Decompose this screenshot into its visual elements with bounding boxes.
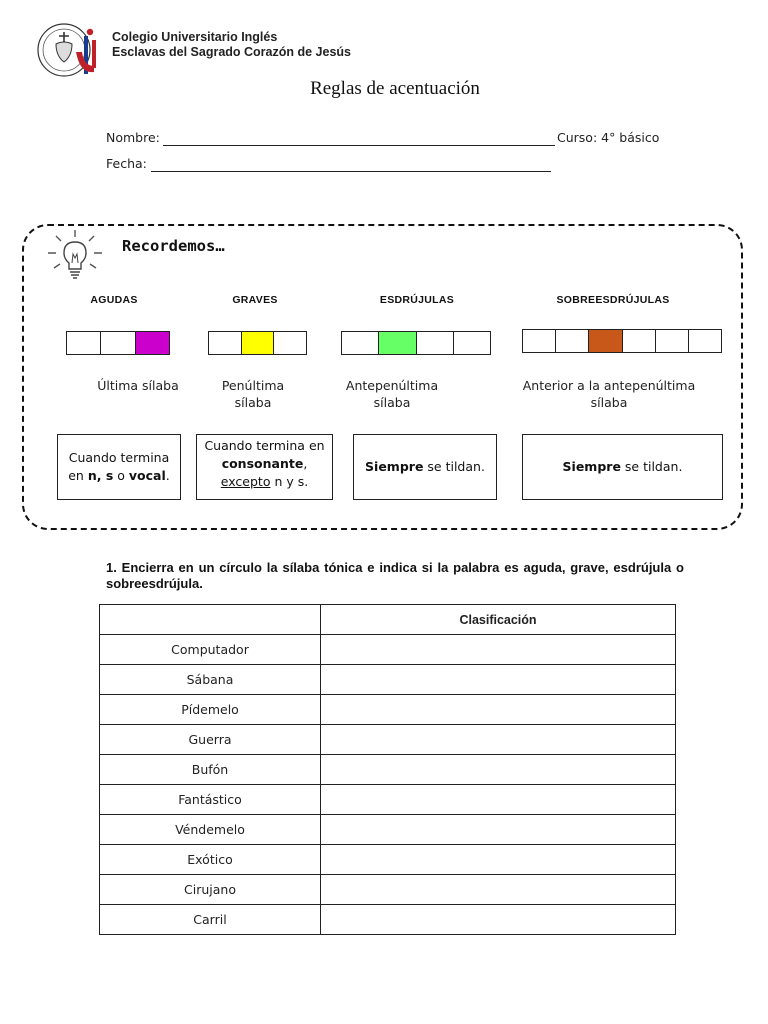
heading-graves: GRAVES [232, 294, 278, 306]
desc-graves [203, 377, 303, 411]
desc-agudas: Última sílaba [97, 378, 179, 393]
word-cell: Guerra [100, 725, 321, 755]
rule-underlined: excepto [220, 474, 271, 489]
rule-text: en [68, 468, 88, 483]
rule-text: . [165, 468, 170, 483]
syllable-boxes-graves [208, 331, 307, 355]
classification-input[interactable] [321, 905, 676, 935]
heading-esdrujulas: ESDRÚJULAS [379, 294, 455, 306]
rule-box-sobreesdrujulas [522, 434, 723, 500]
word-cell: Pídemelo [100, 695, 321, 725]
header-clasificacion: Clasificación [321, 605, 676, 635]
table-row [100, 635, 676, 665]
school-name-line2: Esclavas del Sagrado Corazón de Jesús [112, 45, 351, 59]
desc-line: Anterior a la antepenúltima [522, 378, 696, 393]
syllable-box [523, 330, 556, 352]
syllable-boxes-esdrujulas [341, 331, 491, 355]
rule-box-graves [196, 434, 333, 500]
word-cell: Carril [100, 905, 321, 935]
desc-line: Antepenúltima [345, 378, 439, 393]
school-crest-icon [34, 22, 110, 82]
exercise-instruction: 1. Encierra en un círculo la sílaba tónica e indica si la palabra es aguda, grave, esdrújula o sobreesdrújula. [106, 560, 684, 591]
page-title: Reglas de acentuación [310, 78, 480, 99]
desc-sobreesdrujulas [516, 377, 702, 411]
desc-line: sílaba [590, 395, 628, 410]
table-row [100, 845, 676, 875]
heading-sobreesdrujulas: SOBREESDRÚJULAS [556, 294, 670, 306]
syllable-box [454, 332, 490, 354]
table-row [100, 665, 676, 695]
word-cell: Sábana [100, 665, 321, 695]
lightbulb-icon [42, 228, 108, 284]
word-cell: Fantástico [100, 785, 321, 815]
syllable-box [417, 332, 454, 354]
table-row [100, 785, 676, 815]
table-row [100, 815, 676, 845]
syllable-boxes-sobreesdrujulas [522, 329, 722, 353]
table-row [100, 755, 676, 785]
table-header-row [100, 605, 676, 635]
date-field[interactable] [151, 157, 551, 172]
classification-input[interactable] [321, 875, 676, 905]
name-label: Nombre: [106, 130, 160, 145]
classification-table [99, 604, 676, 935]
word-cell: Cirujano [100, 875, 321, 905]
classification-input[interactable] [321, 635, 676, 665]
table-row [100, 725, 676, 755]
rule-text: n y s. [270, 474, 309, 489]
heading-agudas: AGUDAS [90, 294, 138, 306]
classification-input[interactable] [321, 815, 676, 845]
name-field[interactable] [163, 131, 555, 146]
classification-input[interactable] [321, 665, 676, 695]
rule-emphasis: vocal [128, 468, 166, 483]
classification-input[interactable] [321, 755, 676, 785]
syllable-box [689, 330, 721, 352]
desc-line: Penúltima [221, 378, 285, 393]
syllable-box-highlight [589, 330, 622, 352]
syllable-box [623, 330, 656, 352]
recordemos-title: Recordemos… [122, 237, 225, 255]
rule-text: Cuando termina [68, 450, 170, 465]
rule-text: Cuando termina en [204, 438, 325, 453]
word-cell: Computador [100, 635, 321, 665]
syllable-box [67, 332, 101, 354]
table-row [100, 875, 676, 905]
classification-input[interactable] [321, 845, 676, 875]
syllable-box-highlight [379, 332, 416, 354]
syllable-box-highlight [136, 332, 169, 354]
rule-emphasis: n, s [87, 468, 114, 483]
syllable-boxes-agudas [66, 331, 170, 355]
word-cell: Véndemelo [100, 815, 321, 845]
classification-input[interactable] [321, 695, 676, 725]
header-word [100, 605, 321, 635]
desc-line: sílaba [234, 395, 272, 410]
rule-text: se tildan. [620, 459, 683, 474]
rule-box-esdrujulas [353, 434, 497, 500]
date-label: Fecha: [106, 156, 147, 171]
rule-text: se tildan. [423, 459, 485, 474]
table-row [100, 695, 676, 725]
syllable-box [101, 332, 135, 354]
table-row [100, 905, 676, 935]
rule-emphasis: Siempre [365, 459, 424, 474]
rule-text: o [113, 468, 129, 483]
course-label: Curso: 4° básico [557, 130, 660, 145]
syllable-box [656, 330, 689, 352]
word-cell: Exótico [100, 845, 321, 875]
rule-text: , [303, 456, 308, 471]
syllable-box-highlight [242, 332, 275, 354]
syllable-box [209, 332, 242, 354]
syllable-box [274, 332, 306, 354]
desc-line: sílaba [373, 395, 411, 410]
school-name-line1: Colegio Universitario Inglés [112, 30, 278, 44]
syllable-box [342, 332, 379, 354]
rule-emphasis: Siempre [562, 459, 621, 474]
classification-input[interactable] [321, 725, 676, 755]
rule-box-agudas [57, 434, 181, 500]
classification-input[interactable] [321, 785, 676, 815]
syllable-box [556, 330, 589, 352]
rule-emphasis: consonante [221, 456, 304, 471]
word-cell: Bufón [100, 755, 321, 785]
desc-esdrujulas [330, 377, 454, 411]
